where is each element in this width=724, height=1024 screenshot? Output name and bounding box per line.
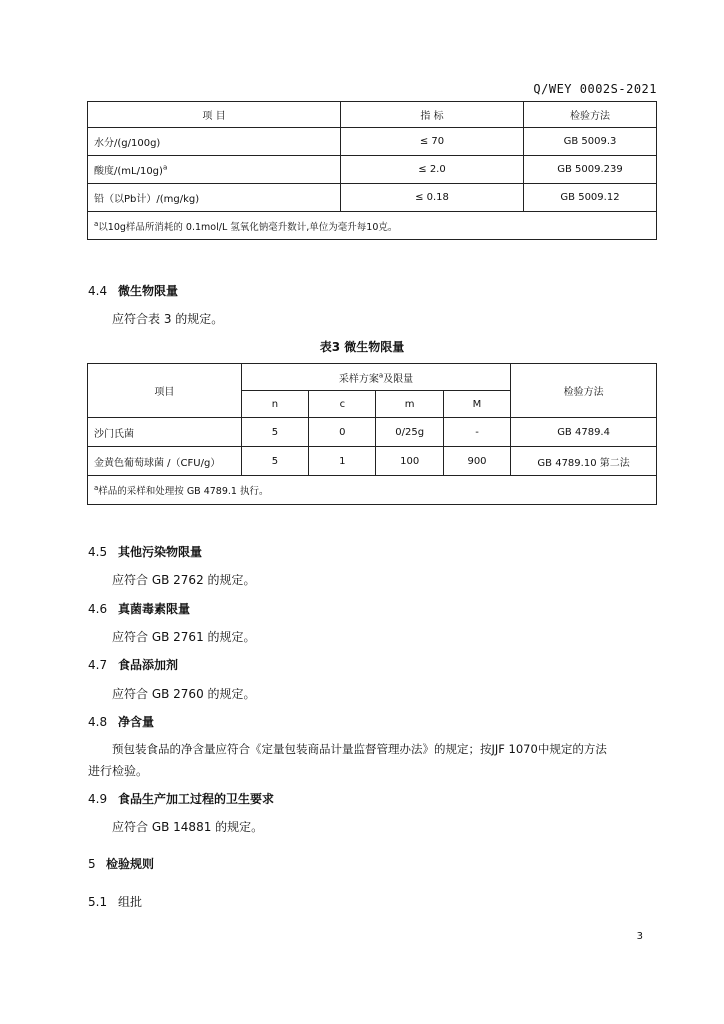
section-title: 微生物限量 (118, 284, 179, 298)
row-value: ≤ 70 (341, 128, 524, 156)
row-method: GB 5009.3 (524, 128, 657, 156)
table-header-row (88, 364, 657, 391)
section-body-4-8-line2: 进行检验。 (88, 764, 149, 778)
section-heading-4-6 (88, 600, 190, 617)
section-heading-5-1 (88, 893, 142, 910)
header-m-lower: m (376, 391, 443, 418)
row-m-upper: - (443, 418, 510, 447)
row-method: GB 4789.4 (511, 418, 657, 447)
row-c: 1 (309, 447, 376, 476)
section-body-4-8-line1: 预包装食品的净含量应符合《定量包装商品计量监督管理办法》的规定；按JJF 1070中规定的方法 (112, 742, 607, 756)
table-note (88, 212, 657, 240)
row-item: 沙门氏菌 (88, 418, 242, 447)
table-note-row (88, 476, 657, 505)
section-number: 4.5 (88, 545, 108, 559)
header-method: 检验方法 (511, 364, 657, 418)
footnote-marker: a (94, 219, 99, 228)
section-title: 食品添加剂 (118, 658, 179, 672)
header-c: c (309, 391, 376, 418)
section-body-4-7: 应符合 GB 2760 的规定。 (112, 687, 256, 701)
row-item-text: 酸度/(mL/10g) (94, 166, 163, 177)
section-number: 4.4 (88, 284, 108, 298)
table-note-row (88, 212, 657, 240)
row-m-upper: 900 (443, 447, 510, 476)
header-m-upper: M (443, 391, 510, 418)
row-m-lower: 100 (376, 447, 443, 476)
table-header-row (88, 102, 657, 128)
section-title: 食品生产加工过程的卫生要求 (118, 792, 275, 806)
section-body-4-4: 应符合表 3 的规定。 (112, 312, 224, 326)
table-note-text: 样品的采样和处理按 GB 4789.1 执行。 (98, 486, 269, 497)
section-title: 其他污染物限量 (118, 545, 203, 559)
row-method: GB 5009.12 (524, 184, 657, 212)
footnote-marker: a (162, 163, 168, 172)
row-method: GB 5009.239 (524, 156, 657, 184)
section-number: 5.1 (88, 895, 108, 909)
section-heading-4-5 (88, 543, 202, 560)
section-heading-4-8 (88, 713, 154, 730)
header-value: 指 标 (341, 102, 524, 128)
section-body-4-6: 应符合 GB 2761 的规定。 (112, 630, 256, 644)
section-number: 4.6 (88, 602, 108, 616)
section-number: 4.9 (88, 792, 108, 806)
row-item: 金黄色葡萄球菌 /（CFU/g） (88, 447, 242, 476)
table-row (88, 447, 657, 476)
row-value: ≤ 0.18 (341, 184, 524, 212)
header-n: n (241, 391, 308, 418)
header-sampling-text: 采样方案 (338, 373, 379, 385)
section-heading-4-9 (88, 790, 274, 807)
table-row (88, 418, 657, 447)
row-c: 0 (309, 418, 376, 447)
table-row (88, 184, 657, 212)
table-row (88, 128, 657, 156)
row-value: ≤ 2.0 (341, 156, 524, 184)
section-heading-4-4 (88, 282, 178, 299)
document-code: Q/WEY 0002S-2021 (533, 82, 657, 96)
row-item: 水分/(g/100g) (88, 128, 341, 156)
section-number: 5 (88, 857, 96, 871)
header-item: 项 目 (88, 102, 341, 128)
row-n: 5 (241, 418, 308, 447)
table-note-text: 以10g样品所消耗的 0.1mol/L 氢氧化钠毫升数计,单位为毫升每10克。 (98, 221, 398, 233)
section-heading-5 (88, 855, 154, 872)
row-method: GB 4789.10 第二法 (511, 447, 657, 476)
physicochemical-table (87, 101, 657, 240)
section-title: 净含量 (118, 715, 155, 729)
section-body-4-9: 应符合 GB 14881 的规定。 (112, 820, 264, 834)
header-method: 检验方法 (524, 102, 657, 128)
row-m-lower: 0/25g (376, 418, 443, 447)
section-heading-4-7 (88, 656, 178, 673)
row-n: 5 (241, 447, 308, 476)
row-item: 铅（以Pb计）/(mg/kg) (88, 184, 341, 212)
table-row (88, 156, 657, 184)
page-number: 3 (636, 931, 643, 942)
header-sampling-tail: 及限量 (383, 373, 414, 385)
footnote-marker: a (94, 483, 99, 492)
section-title: 检验规则 (106, 857, 155, 871)
table-note (88, 476, 657, 505)
row-item (88, 156, 341, 184)
microbial-table (87, 363, 657, 505)
table3-caption: 表3 微生物限量 (319, 340, 405, 354)
section-body-4-5: 应符合 GB 2762 的规定。 (112, 573, 256, 587)
section-title: 组批 (118, 895, 143, 909)
section-number: 4.8 (88, 715, 108, 729)
section-number: 4.7 (88, 658, 108, 672)
section-title: 真菌毒素限量 (118, 602, 191, 616)
footnote-marker: a (378, 371, 384, 380)
header-item: 项目 (88, 364, 242, 418)
header-sampling (241, 364, 510, 391)
